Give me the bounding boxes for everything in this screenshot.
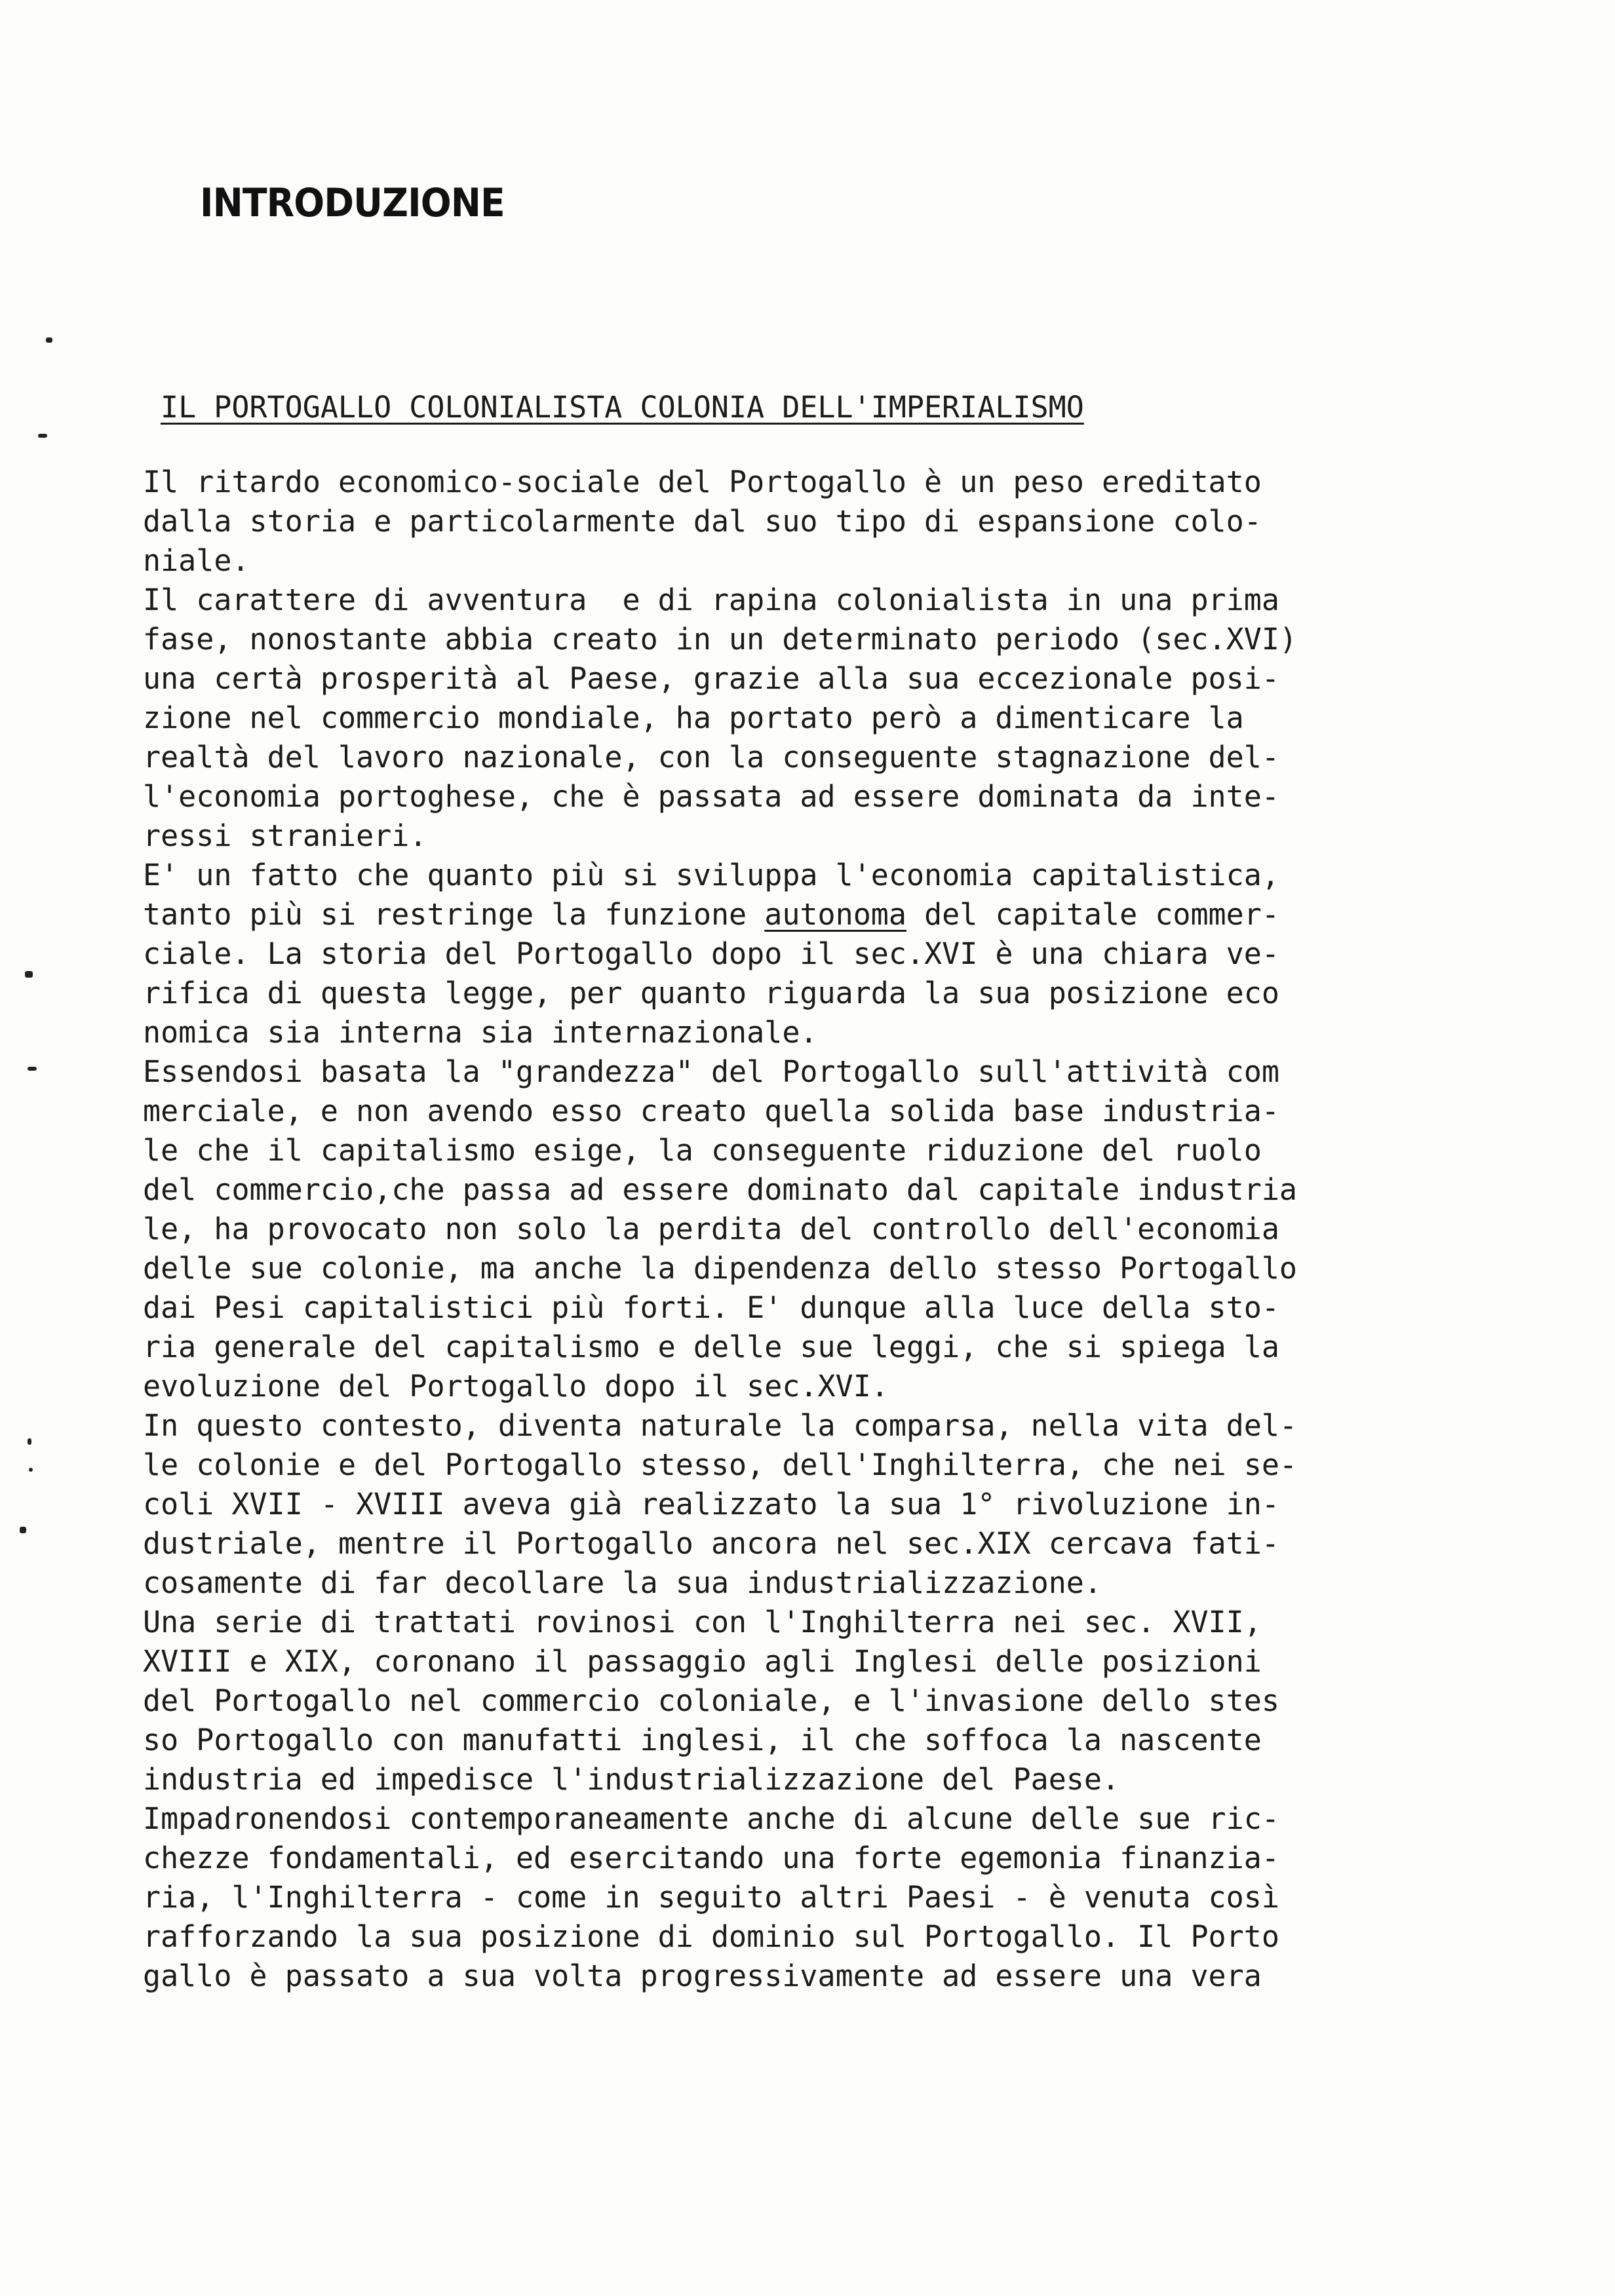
text-line: del commercio,che passa ad essere dominato dal capitale industria bbox=[143, 1172, 1297, 1207]
text-line: Una serie di trattati rovinosi con l'Inghilterra nei sec. XVII, bbox=[143, 1605, 1262, 1639]
body-text bbox=[143, 463, 1480, 1996]
margin-mark bbox=[38, 434, 47, 438]
text-line: le, ha provocato non solo la perdita del controllo dell'economia bbox=[143, 1212, 1279, 1246]
margin-mark bbox=[28, 1438, 31, 1445]
text-line: coli XVII - XVIII aveva già realizzato la sua 1° rivoluzione in- bbox=[143, 1487, 1279, 1521]
text-line: niale. bbox=[143, 543, 250, 578]
text-line: rafforzando la sua posizione di dominio sul Portogallo. Il Porto bbox=[143, 1919, 1279, 1954]
text-line: una certà prosperità al Paese, grazie alla sua eccezionale posi- bbox=[143, 661, 1279, 696]
text-line: ressi stranieri. bbox=[143, 818, 427, 853]
text-line: Il ritardo economico-sociale del Portogallo è un peso ereditato bbox=[143, 465, 1262, 499]
text-line: dustriale, mentre il Portogallo ancora nel sec.XIX cercava fati- bbox=[143, 1526, 1279, 1561]
text-line: dalla storia e particolarmente dal suo tipo di espansione colo- bbox=[143, 504, 1262, 539]
text-line: realtà del lavoro nazionale, con la conseguente stagnazione del- bbox=[143, 740, 1279, 775]
margin-mark bbox=[46, 337, 52, 343]
text-line: In questo contesto, diventa naturale la comparsa, nella vita del- bbox=[143, 1408, 1297, 1443]
text-line: rifica di questa legge, per quanto riguarda la sua posizione eco bbox=[143, 976, 1279, 1010]
text-line: ciale. La storia del Portogallo dopo il sec.XVI è una chiara ve- bbox=[143, 936, 1279, 971]
text-line: ria, l'Inghilterra - come in seguito altri Paesi - è venuta così bbox=[143, 1880, 1279, 1915]
text-line: tanto più si restringe la funzione autonoma del capitale commer- bbox=[143, 897, 1279, 932]
text-line: del Portogallo nel commercio coloniale, e l'invasione dello stes bbox=[143, 1683, 1279, 1718]
margin-mark bbox=[29, 1468, 33, 1472]
text-line: delle sue colonie, ma anche la dipendenza dello stesso Portogallo bbox=[143, 1251, 1297, 1286]
text-line: Impadronendosi contemporaneamente anche di alcune delle sue ric- bbox=[143, 1801, 1279, 1836]
text-line: nomica sia interna sia internazionale. bbox=[143, 1015, 818, 1050]
text-line: le colonie e del Portogallo stesso, dell'Inghilterra, che nei se- bbox=[143, 1447, 1297, 1482]
text-line: fase, nonostante abbia creato in un determinato periodo (sec.XVI) bbox=[143, 622, 1297, 657]
text-line: so Portogallo con manufatti inglesi, il che soffoca la nascente bbox=[143, 1723, 1262, 1757]
text-line: chezze fondamentali, ed esercitando una forte egemonia finanzia- bbox=[143, 1841, 1279, 1875]
margin-mark bbox=[28, 1067, 37, 1071]
text-line: cosamente di far decollare la sua industrializzazione. bbox=[143, 1565, 1102, 1600]
text-line: l'economia portoghese, che è passata ad essere dominata da inte- bbox=[143, 779, 1279, 814]
underlined-word: autonoma bbox=[764, 897, 906, 932]
text-line: industria ed impedisce l'industrializzazione del Paese. bbox=[143, 1762, 1120, 1797]
text-line: evoluzione del Portogallo dopo il sec.XVI. bbox=[143, 1369, 889, 1404]
text-line: merciale, e non avendo esso creato quella solida base industria- bbox=[143, 1094, 1279, 1128]
page-title: INTRODUZIONE bbox=[200, 180, 505, 226]
text-line: Il carattere di avventura e di rapina colonialista in una prima bbox=[143, 583, 1279, 617]
margin-mark bbox=[25, 971, 33, 978]
text-line: gallo è passato a sua volta progressivamente ad essere una vera bbox=[143, 1959, 1262, 1993]
text-line: Essendosi basata la "grandezza" del Portogallo sull'attività com bbox=[143, 1054, 1279, 1089]
text-line: ria generale del capitalismo e delle sue leggi, che si spiega la bbox=[143, 1330, 1279, 1364]
margin-mark bbox=[20, 1527, 26, 1533]
text-line: dai Pesi capitalistici più forti. E' dunque alla luce della sto- bbox=[143, 1290, 1279, 1325]
text-line: zione nel commercio mondiale, ha portato però a dimenticare la bbox=[143, 700, 1244, 735]
text-line: E' un fatto che quanto più si sviluppa l'economia capitalistica, bbox=[143, 858, 1279, 892]
text-line: XVIII e XIX, coronano il passaggio agli Inglesi delle posizioni bbox=[143, 1644, 1262, 1679]
section-title: IL PORTOGALLO COLONIALISTA COLONIA DELL'IMPERIALISMO bbox=[161, 390, 1084, 425]
text-line: le che il capitalismo esige, la conseguente riduzione del ruolo bbox=[143, 1133, 1262, 1168]
